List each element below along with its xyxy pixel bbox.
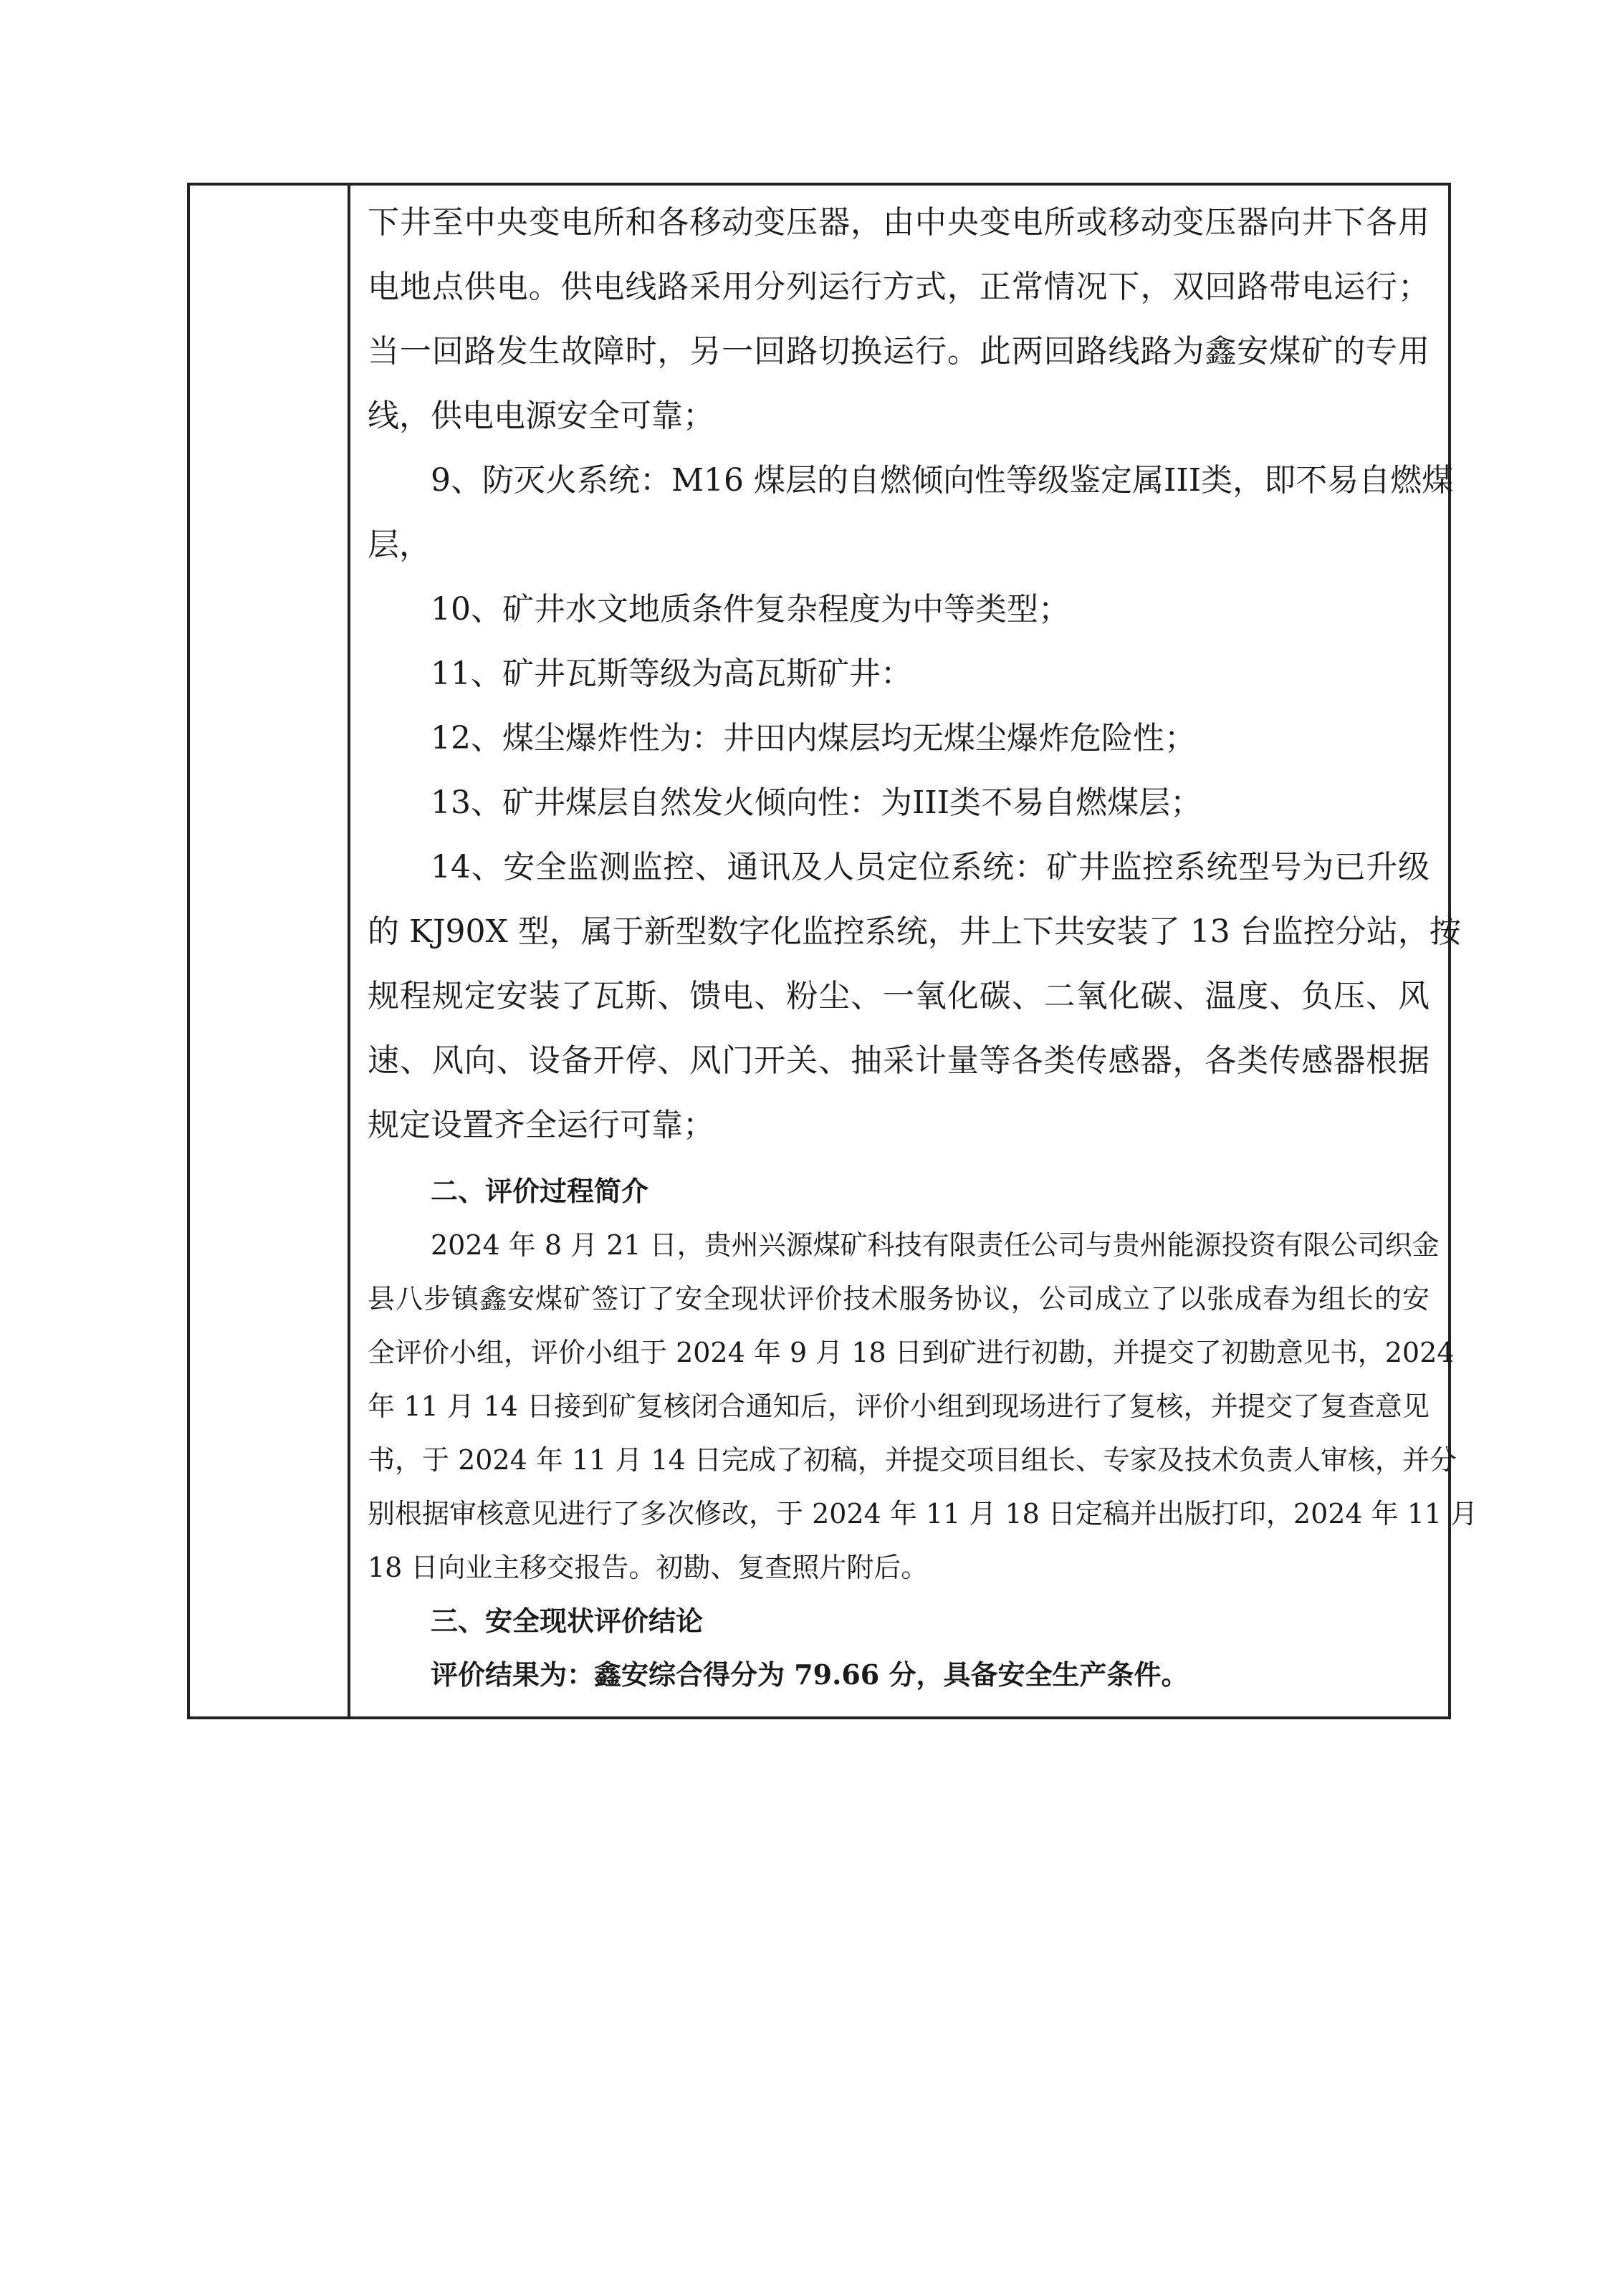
section-2-line-6: 别根据审核意见进行了多次修改，于 2024 年 11 月 18 日定稿并出版打印，2024 年 11 月 [368,1498,1478,1529]
section-2-heading: 二、评价过程简介 [431,1175,649,1207]
item-14-line-3: 规程规定安装了瓦斯、馈电、粉尘、一氧化碳、二氧化碳、温度、负压、风 [368,978,1430,1014]
power-supply-line-3: 当一回路发生故障时，另一回路切换运行。此两回路线路为鑫安煤矿的专用 [368,333,1430,370]
section-2-line-4: 年 11 月 14 日接到矿复核闭合通知后，评价小组到现场进行了复核，并提交了复查意见 [368,1390,1430,1422]
power-supply-line-4: 线，供电电源安全可靠； [368,398,714,434]
section-2-line-3: 全评价小组，评价小组于 2024 年 9 月 18 日到矿进行初勘，并提交了初勘意见书，2024 [368,1337,1455,1368]
item-14-line-1: 14、安全监测监控、通讯及人员定位系统：矿井监控系统型号为已升级 [431,849,1430,885]
item-11: 11、矿井瓦斯等级为高瓦斯矿井： [431,655,912,692]
table-content-cell [350,186,1478,1716]
item-14-line-5: 规定设置齐全运行可靠； [368,1107,714,1143]
item-9-line-1: 9、防灭火系统：M16 煤层的自燃倾向性等级鉴定属III类，即不易自燃煤 [431,462,1454,499]
section-2-line-2: 县八步镇鑫安煤矿签订了安全现状评价技术服务协议，公司成立了以张成春为组长的安 [368,1283,1430,1315]
table-label-cell [190,186,350,1716]
item-9-line-2: 层， [368,527,431,563]
item-12: 12、煤尘爆炸性为：井田内煤层均无煤尘爆炸危险性； [431,720,1196,756]
item-14-line-4: 速、风向、设备开停、风门开关、抽采计量等各类传感器，各类传感器根据 [368,1042,1430,1079]
section-3-result: 评价结果为：鑫安综合得分为 79.66 分，具备安全生产条件。 [431,1658,1189,1691]
item-14-line-2: 的 KJ90X 型，属于新型数字化监控系统，井上下共安装了 13 台监控分站，按 [368,913,1461,950]
section-2-line-7: 18 日向业主移交报告。初勘、复查照片附后。 [368,1552,929,1583]
section-2-line-5: 书，于 2024 年 11 月 14 日完成了初稿，并提交项目组长、专家及技术负责人审核，并分 [368,1444,1457,1476]
section-2-line-1: 2024 年 8 月 21 日，贵州兴源煤矿科技有限责任公司与贵州能源投资有限公司织金 [431,1229,1440,1261]
power-supply-line-2: 电地点供电。供电线路采用分列运行方式，正常情况下，双回路带电运行； [368,269,1430,305]
item-13: 13、矿井煤层自然发火倾向性：为III类不易自燃煤层； [431,784,1202,821]
content-table [187,183,1478,1719]
item-10: 10、矿井水文地质条件复杂程度为中等类型； [431,591,1070,628]
power-supply-line-1: 下井至中央变电所和各移动变压器，由中央变电所或移动变压器向井下各用 [368,204,1430,241]
section-3-heading: 三、安全现状评价结论 [431,1605,704,1637]
